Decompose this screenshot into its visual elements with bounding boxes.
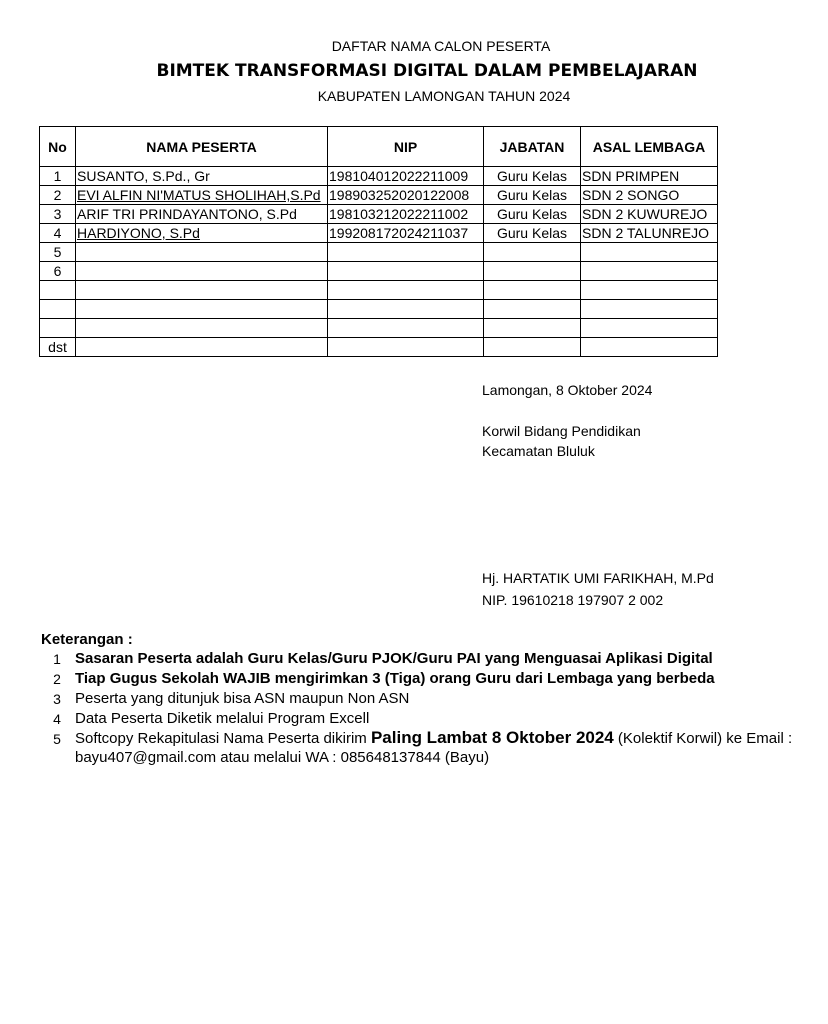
cell-nama bbox=[76, 338, 328, 357]
table-row bbox=[40, 281, 718, 300]
cell-no: 6 bbox=[40, 262, 76, 281]
cell-no: dst bbox=[40, 338, 76, 357]
cell-asal bbox=[581, 300, 718, 319]
cell-jabatan: Guru Kelas bbox=[484, 167, 581, 186]
note-text: Tiap Gugus Sekolah WAJIB mengirimkan 3 (Tiga) orang Guru dari Lembaga yang berbeda bbox=[75, 670, 715, 687]
cell-jabatan bbox=[484, 300, 581, 319]
cell-jabatan bbox=[484, 243, 581, 262]
cell-nama: EVI ALFIN NI'MATUS SHOLIHAH,S.Pd bbox=[76, 186, 328, 205]
cell-asal: SDN 2 KUWUREJO bbox=[581, 205, 718, 224]
column-header-jabatan: JABATAN bbox=[484, 127, 581, 167]
cell-jabatan bbox=[484, 262, 581, 281]
cell-asal bbox=[581, 338, 718, 357]
cell-no bbox=[40, 281, 76, 300]
cell-no bbox=[40, 319, 76, 338]
signature-role-line1: Korwil Bidang Pendidikan bbox=[482, 423, 641, 439]
note-number: 1 bbox=[53, 651, 61, 667]
note-number: 3 bbox=[53, 691, 61, 707]
note-contact: bayu407@gmail.com atau melalui WA : 085648137844 (Bayu) bbox=[75, 749, 490, 766]
notes-title: Keterangan : bbox=[41, 631, 133, 648]
note-text: Peserta yang ditunjuk bisa ASN maupun Non ASN bbox=[75, 690, 410, 707]
note-deadline: Paling Lambat 8 Oktober 2024 bbox=[370, 728, 614, 747]
table-row bbox=[40, 319, 718, 338]
cell-no: 1 bbox=[40, 167, 76, 186]
cell-nama bbox=[76, 300, 328, 319]
cell-asal: SDN 2 SONGO bbox=[581, 186, 718, 205]
cell-nip bbox=[328, 262, 484, 281]
cell-nama: HARDIYONO, S.Pd bbox=[76, 224, 328, 243]
document-title-line2: BIMTEK TRANSFORMASI DIGITAL DALAM PEMBELAJARAN bbox=[156, 61, 698, 81]
cell-nip bbox=[328, 281, 484, 300]
cell-asal bbox=[581, 262, 718, 281]
column-header-nip: NIP bbox=[328, 127, 484, 167]
cell-asal bbox=[581, 281, 718, 300]
note-text: Data Peserta Diketik melalui Program Excell bbox=[75, 710, 370, 727]
document-title-line3: KABUPATEN LAMONGAN TAHUN 2024 bbox=[317, 88, 571, 104]
table-row bbox=[40, 300, 718, 319]
cell-nama bbox=[76, 243, 328, 262]
note-text: Sasaran Peserta adalah Guru Kelas/Guru PJOK/Guru PAI yang Menguasai Aplikasi Digital bbox=[75, 650, 713, 667]
signature-role-line2: Kecamatan Bluluk bbox=[482, 443, 595, 459]
column-header-nama: NAMA PESERTA bbox=[76, 127, 328, 167]
cell-no: 3 bbox=[40, 205, 76, 224]
cell-jabatan bbox=[484, 319, 581, 338]
cell-jabatan: Guru Kelas bbox=[484, 224, 581, 243]
note-text-part: Softcopy Rekapitulasi Nama Peserta dikirim bbox=[75, 730, 371, 747]
cell-jabatan bbox=[484, 338, 581, 357]
cell-nama: ARIF TRI PRINDAYANTONO, S.Pd bbox=[76, 205, 328, 224]
signature-place-date: Lamongan, 8 Oktober 2024 bbox=[482, 382, 653, 398]
cell-nama bbox=[76, 319, 328, 338]
cell-nama bbox=[76, 262, 328, 281]
cell-asal bbox=[581, 243, 718, 262]
table-row bbox=[40, 167, 718, 186]
cell-no: 2 bbox=[40, 186, 76, 205]
cell-no bbox=[40, 300, 76, 319]
cell-no: 5 bbox=[40, 243, 76, 262]
cell-nip: 198903252020122008 bbox=[328, 186, 484, 205]
cell-jabatan: Guru Kelas bbox=[484, 186, 581, 205]
note-text-part: (Kolektif Korwil) ke Email : bbox=[613, 730, 793, 747]
table-row bbox=[40, 262, 718, 281]
table-row bbox=[40, 205, 718, 224]
table-row bbox=[40, 243, 718, 262]
document-title-line1: DAFTAR NAMA CALON PESERTA bbox=[331, 38, 551, 54]
cell-nip: 199208172024211037 bbox=[328, 224, 484, 243]
signature-name: Hj. HARTATIK UMI FARIKHAH, M.Pd bbox=[482, 570, 714, 586]
cell-nama bbox=[76, 281, 328, 300]
cell-nip bbox=[328, 338, 484, 357]
cell-nama: SUSANTO, S.Pd., Gr bbox=[76, 167, 328, 186]
table-row bbox=[40, 338, 718, 357]
column-header-asal-lembaga: ASAL LEMBAGA bbox=[581, 127, 718, 167]
note-text bbox=[75, 728, 793, 748]
note-number: 2 bbox=[53, 671, 61, 687]
table-row bbox=[40, 224, 718, 243]
cell-nip: 198103212022211002 bbox=[328, 205, 484, 224]
cell-jabatan: Guru Kelas bbox=[484, 205, 581, 224]
cell-nip bbox=[328, 319, 484, 338]
cell-nip: 198104012022211009 bbox=[328, 167, 484, 186]
table-header-row bbox=[40, 127, 718, 167]
cell-asal: SDN 2 TALUNREJO bbox=[581, 224, 718, 243]
cell-nip bbox=[328, 300, 484, 319]
cell-nip bbox=[328, 243, 484, 262]
table-row bbox=[40, 186, 718, 205]
cell-jabatan bbox=[484, 281, 581, 300]
cell-no: 4 bbox=[40, 224, 76, 243]
participant-table bbox=[39, 126, 718, 357]
cell-asal: SDN PRIMPEN bbox=[581, 167, 718, 186]
column-header-no: No bbox=[40, 127, 76, 167]
signature-nip: NIP. 19610218 197907 2 002 bbox=[482, 592, 664, 608]
note-number: 5 bbox=[53, 731, 61, 747]
note-number: 4 bbox=[53, 711, 61, 727]
cell-asal bbox=[581, 319, 718, 338]
